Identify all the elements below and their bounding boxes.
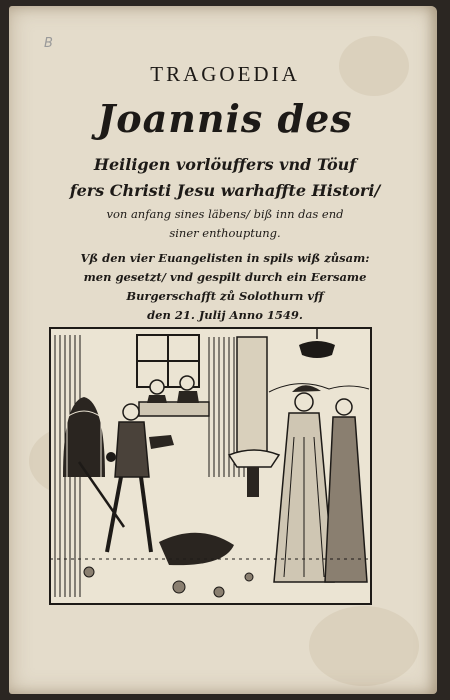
pencil-mark: B: [44, 36, 53, 51]
hanging-lamp: [299, 341, 335, 358]
banquet-table: [139, 402, 209, 416]
title-line-5: von anfang sines läbens/ biß inn das end: [106, 207, 344, 221]
herodias-figure: [336, 399, 352, 415]
title-line-1: TRAGOEDIA: [150, 62, 300, 86]
title-line-2: Joannis des: [97, 96, 353, 141]
title-line-7: Vß den vier Euangelisten in spils wiß zůsam:: [80, 251, 370, 265]
salome-figure: [295, 393, 313, 411]
title-line-6: siner enthouptung.: [169, 226, 281, 240]
title-line-3: Heiligen vorlöuffers vnd Töuf: [93, 155, 357, 174]
title-line-4: fers Christi Jesu warhaffte Histori/: [69, 181, 381, 200]
title-line-8: men gesetzt/ vnd gespilt durch ein Eersame: [83, 270, 367, 284]
charger-platter: [229, 450, 279, 467]
woodcut-illustration: [49, 327, 372, 605]
title-line-9: Burgerschafft zů Solothurn vff: [126, 289, 324, 303]
title-line-10: den 21. Julij Anno 1549.: [147, 308, 303, 322]
executioner: [123, 404, 139, 420]
feasting-figure: [180, 376, 194, 390]
column: [237, 337, 267, 452]
paper-stain: [309, 606, 419, 686]
feasting-figure: [150, 380, 164, 394]
